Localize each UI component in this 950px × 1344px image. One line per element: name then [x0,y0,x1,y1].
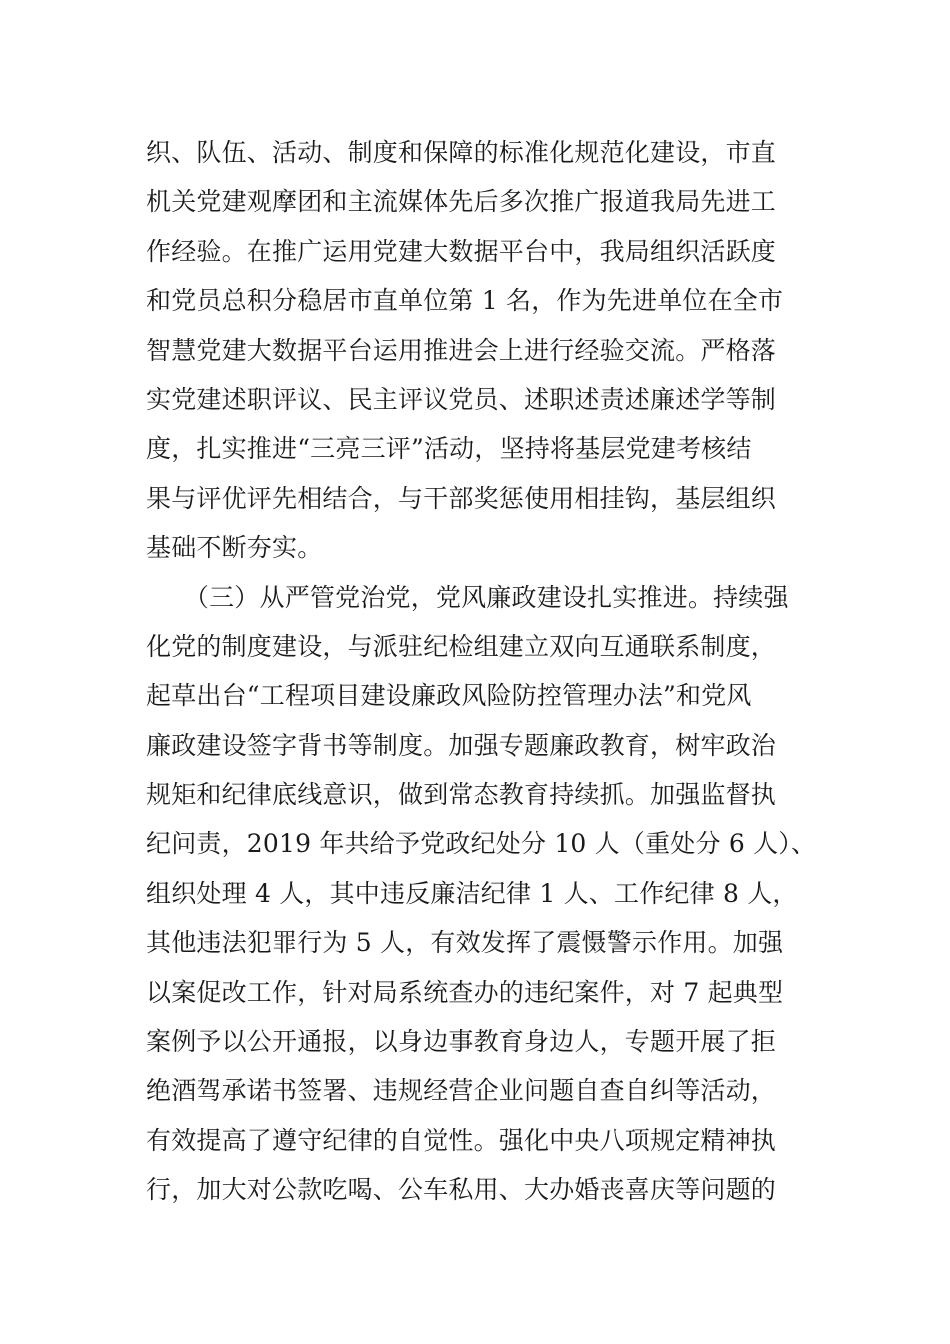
text-line-14: 规矩和纪律底线意识，做到常态教育持续抓。加强监督执 [146,780,777,810]
text-line-18: 以案促改工作，针对局系统查办的违纪案件，对 7 起典型 [146,977,784,1007]
text-line-11: 化党的制度建设，与派驻纪检组建立双向互通联系制度， [146,631,777,661]
text-line-17: 其他违法犯罪行为 5 人，有效发挥了震慑警示作用。加强 [146,928,784,958]
text-line-19: 案例予以公开通报，以身边事教育身边人，专题开展了拒 [146,1027,777,1057]
text-line-6: 实党建述职评议、民主评议党员、述职述责述廉述学等制 [146,384,777,414]
text-line-15: 纪问责，2019 年共给予党政纪处分 10 人（重处分 6 人）、 [146,829,817,859]
text-line-21: 有效提高了遵守纪律的自觉性。强化中央八项规定精神执 [146,1125,777,1155]
text-line-13: 廉政建设签字背书等制度。加强专题廉政教育，树牢政治 [146,730,777,760]
text-line-1: 织、队伍、活动、制度和保障的标准化规范化建设，市直 [146,138,777,167]
section-heading-line: （三）从严管党治党，党风廉政建设扎实推进。持续强 [146,582,789,612]
text-line-12: 起草出台“工程项目建设廉政风险防控管理办法”和党风 [146,681,752,711]
body-text [146,128,836,1215]
text-line-5: 智慧党建大数据平台运用推进会上进行经验交流。严格落 [146,335,777,365]
text-line-9: 基础不断夯实。 [146,533,323,563]
text-line-2: 机关党建观摩团和主流媒体先后多次推广报道我局先进工 [146,187,777,217]
text-line-8: 果与评优评先相结合，与干部奖惩使用相挂钩，基层组织 [146,483,777,513]
text-line-7: 度，扎实推进“三亮三评”活动，坚持将基层党建考核结 [146,434,752,464]
text-line-22: 行，加大对公款吃喝、公车私用、大办婚丧喜庆等问题的 [146,1175,777,1205]
text-line-20: 绝酒驾承诺书签署、违规经营企业问题自查自纠等活动， [146,1076,777,1106]
text-line-16: 组织处理 4 人，其中违反廉洁纪律 1 人、工作纪律 8 人， [146,878,798,908]
text-line-3: 作经验。在推广运用党建大数据平台中，我局组织活跃度 [146,236,777,266]
text-line-4: 和党员总积分稳居市直单位第 1 名，作为先进单位在全市 [146,286,784,316]
